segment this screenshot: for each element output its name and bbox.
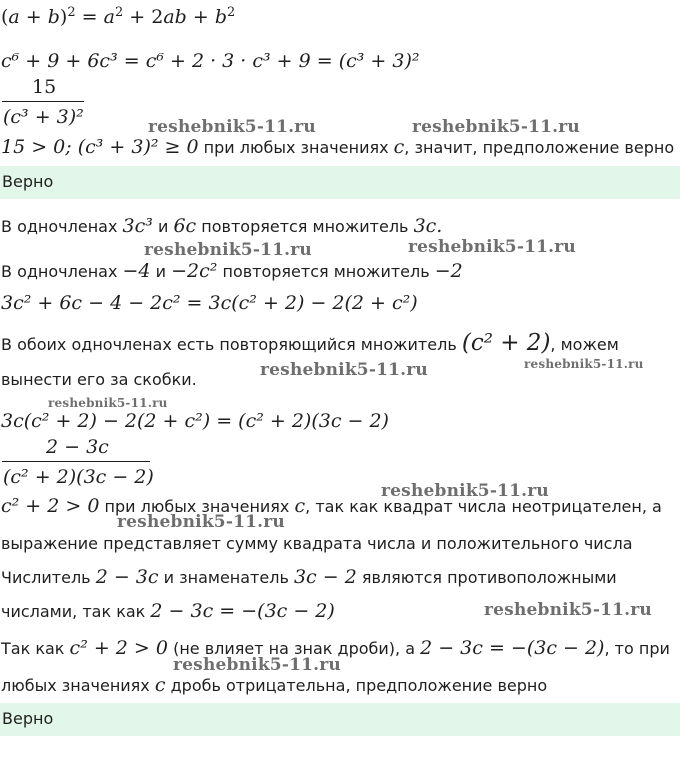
paragraph-opposite-numbers: Числитель 2 − 3c и знаменатель 3c − 2 являются противоположными [1,566,617,588]
paragraph-common-factor-2: В одночленах −4 и −2c² повторяется множитель −2 [1,260,463,282]
answer-2-label: Верно [2,709,54,728]
fraction-1-line [2,101,84,102]
paragraph-positive-denominator: c² + 2 > 0 при любых значениях c, так как квадрат числа неотрицателен, а [1,495,662,517]
watermark: reshebnik5-11.ru [484,600,652,620]
watermark: reshebnik5-11.ru [117,512,285,532]
watermark: reshebnik5-11.ru [381,481,549,501]
fraction-2-line [2,461,150,462]
watermark: reshebnik5-11.ru [524,357,644,371]
fraction-2-denominator: (c² + 2)(3c − 2) [3,466,154,488]
paragraph-factor-out: В обоих одночленах есть повторяющийся множитель (c² + 2), можем [1,330,619,356]
equation-grouping: 3c² + 6c − 4 − 2c² = 3c(c² + 2) − 2(2 + c²) [1,292,418,314]
paragraph-factor-out-cont: вынести его за скобки. [1,370,197,389]
conclusion-line-1: 15 > 0; (c³ + 3)² ≥ 0 при любых значениях c, значит, предположение верно [1,136,675,158]
answer-band-2 [0,703,680,736]
watermark: reshebnik5-11.ru [148,117,316,137]
paragraph-common-factor-1: В одночленах 3c³ и 6c повторяется множитель 3c. [1,215,443,237]
paragraph-positive-denominator-cont: выражение представляет сумму квадрата числа и положительного числа [1,534,633,553]
fraction-1-denominator: (c³ + 3)² [3,106,84,128]
watermark: reshebnik5-11.ru [260,360,428,380]
watermark: reshebnik5-11.ru [48,396,168,410]
watermark: reshebnik5-11.ru [173,655,341,675]
answer-band-1 [0,166,680,199]
equation-factored: 3c(c² + 2) − 2(2 + c²) = (c² + 2)(3c − 2) [1,410,389,432]
watermark: reshebnik5-11.ru [412,117,580,137]
fraction-2-numerator: 2 − 3c [46,436,109,458]
paragraph-final-reasoning: Так как c² + 2 > 0 (не влияет на знак дроби), а 2 − 3c = −(3c − 2), то при [1,637,670,659]
watermark: reshebnik5-11.ru [144,240,312,260]
fraction-1-numerator: 15 [32,76,57,98]
formula-square-of-sum: $(a + b)^2 = a^2 + 2ab + b^2$ [1,5,236,28]
paragraph-opposite-numbers-cont: числами, так как 2 − 3c = −(3c − 2) [1,600,335,622]
paragraph-final-reasoning-cont: любых значениях c дробь отрицательна, предположение верно [1,674,548,696]
watermark: reshebnik5-11.ru [408,237,576,257]
answer-1-label: Верно [2,172,54,191]
formula-numerator-transform: c⁶ + 9 + 6c³ = c⁶ + 2 · 3 · c³ + 9 = (c³ + 3)² [1,50,420,72]
